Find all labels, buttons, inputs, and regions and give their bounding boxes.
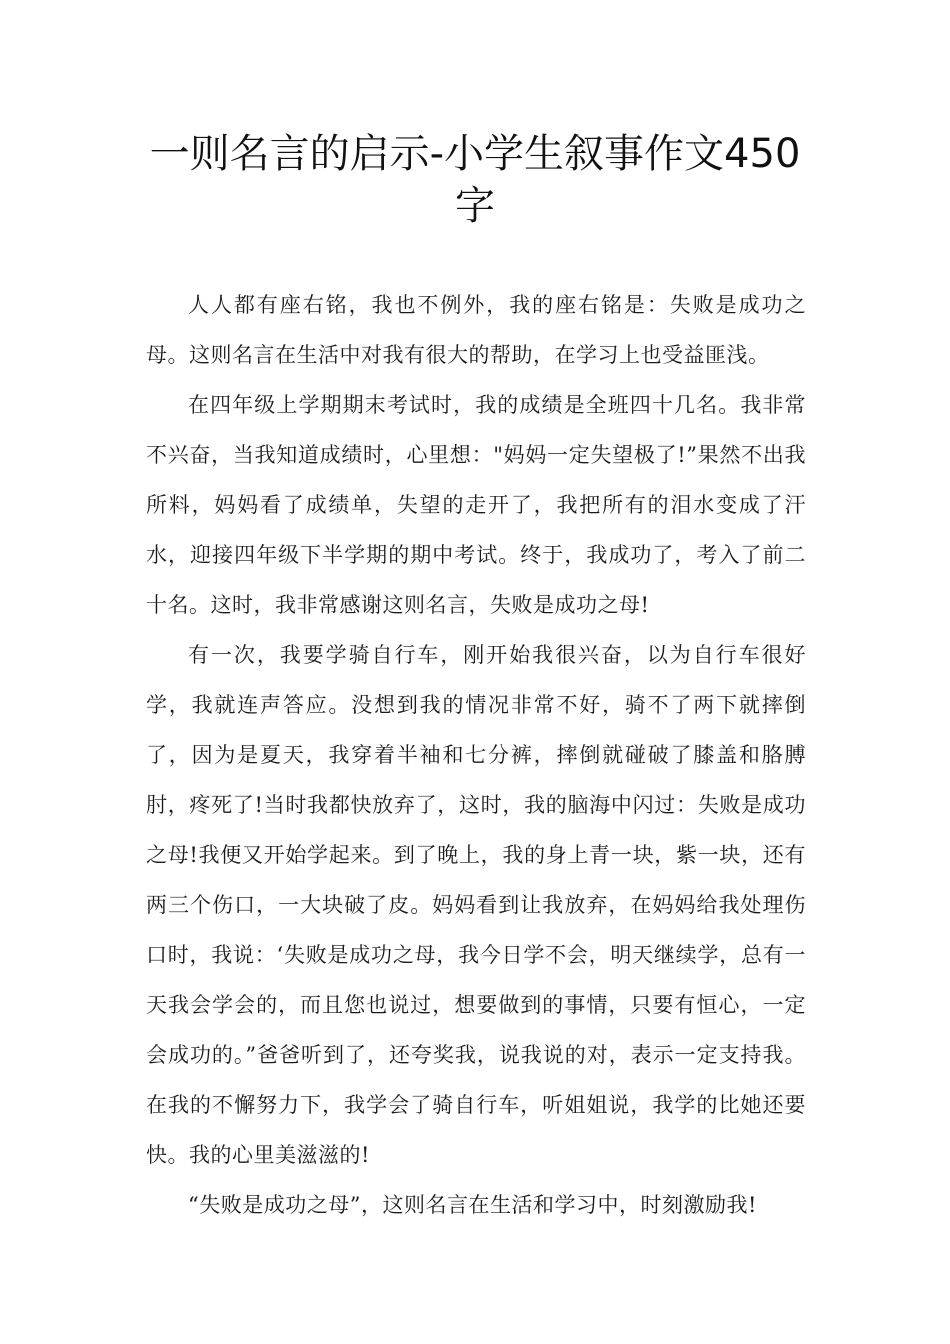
paragraph-2: 在四年级上学期期末考试时，我的成绩是全班四十几名。我非常不兴奋，当我知道成绩时，心里想："妈妈一定失望极了!”果然不出我所料，妈妈看了成绩单，失望的走开了，我把所有的泪水变成了汗水，迎接四年级下半学期的期中考试。终于，我成功了，考入了前二十名。这时，我非常感谢这则名言，失败是成功之母! [146,393,806,617]
paragraph-1: 人人都有座右铭，我也不例外，我的座右铭是：失败是成功之母。这则名言在生活中对我有很大的帮助，在学习上也受益匪浅。 [146,293,806,367]
essay-body [146,280,806,1230]
paragraph-4: “失败是成功之母”，这则名言在生活和学习中，时刻激励我! [188,1193,757,1217]
paragraph-3: 有一次，我要学骑自行车，刚开始我很兴奋，以为自行车很好学，我就连声答应。没想到我的情况非常不好，骑不了两下就摔倒了，因为是夏天，我穿着半袖和七分裤，摔倒就碰破了膝盖和胳膊肘，疼死了!当时我都快放弃了，这时，我的脑海中闪过：失败是成功之母!我便又开始学起来。到了晚上，我的身上青一块，紫一块，还有两三个伤口，一大块破了皮。妈妈看到让我放弃，在妈妈给我处理伤口时，我说：‘失败是成功之母，我今日学不会，明天继续学，总有一天我会学会的，而且您也说过，想要做到的事情，只要有恒心，一定会成功的。”爸爸听到了，还夸奖我，说我说的对，表示一定支持我。在我的不懈努力下，我学会了骑自行车，听姐姐说，我学的比她还要快。我的心里美滋滋的! [146,643,806,1167]
page-title: 一则名言的启示-小学生叙事作文450字 [149,131,801,229]
